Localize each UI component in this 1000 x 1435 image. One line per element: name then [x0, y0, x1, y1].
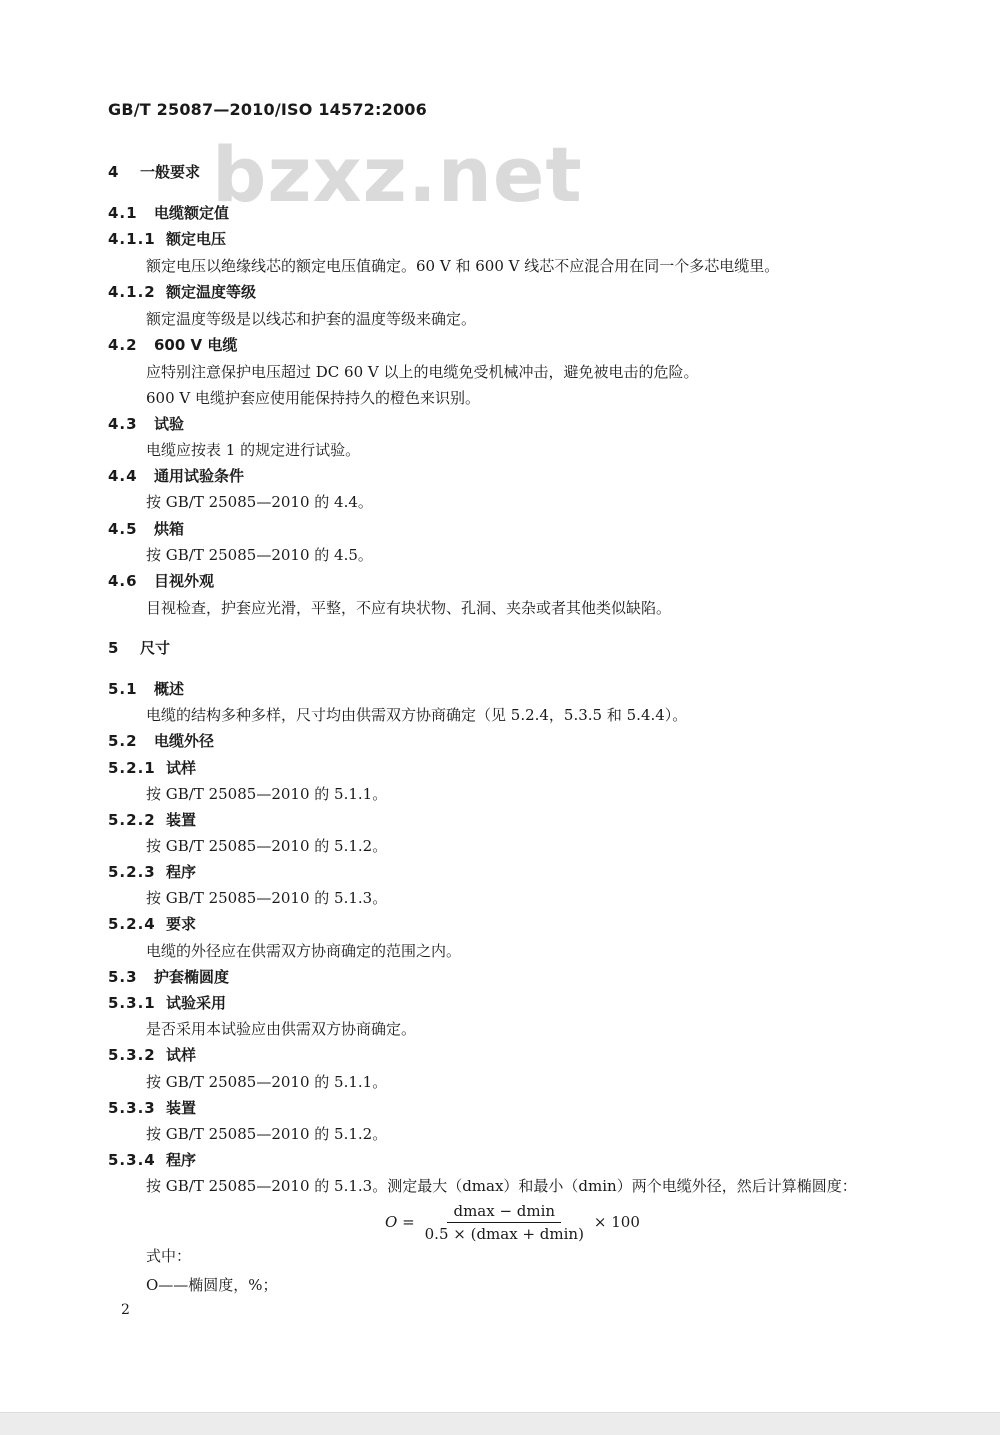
section-number: 4.1.2	[108, 283, 156, 301]
section-heading	[108, 731, 214, 751]
section-number: 5.2.2	[108, 811, 156, 829]
body-paragraph: 按 GB/T 25085—2010 的 5.1.3。测定最大（dmax）和最小（dmin）两个电缆外径，然后计算椭圆度：	[146, 1177, 857, 1195]
section-heading	[108, 162, 200, 182]
section-title: 电缆外径	[154, 732, 215, 750]
section-number: 5.3.2	[108, 1046, 156, 1064]
body-paragraph: 按 GB/T 25085—2010 的 5.1.1。	[146, 1073, 388, 1091]
section-heading	[108, 810, 196, 830]
section-heading	[108, 914, 196, 934]
section-number: 4.2	[108, 336, 138, 354]
body-paragraph: 电缆应按表 1 的规定进行试验。	[146, 441, 361, 459]
section-heading	[108, 993, 226, 1013]
body-paragraph: 电缆的结构多种多样，尺寸均由供需双方协商确定（见 5.2.4，5.3.5 和 5.4.4）。	[146, 706, 688, 724]
formula-denominator: 0.5 × (dmax + dmin)	[424, 1224, 584, 1243]
section-heading	[108, 679, 184, 699]
section-heading	[108, 967, 229, 987]
section-heading	[108, 414, 184, 434]
ovality-formula	[385, 1200, 640, 1244]
where-label: 式中：	[146, 1247, 192, 1265]
section-title: 电缆额定值	[154, 204, 230, 222]
section-number: 5.2.3	[108, 863, 156, 881]
body-paragraph: 600 V 电缆护套应使用能保持持久的橙色来识别。	[146, 389, 481, 407]
standard-header: GB/T 25087—2010/ISO 14572:2006	[108, 100, 427, 119]
section-heading	[108, 335, 237, 355]
section-title: 额定温度等级	[166, 283, 257, 301]
section-title: 烘箱	[154, 520, 185, 538]
section-title: 要求	[166, 915, 197, 933]
section-title: 程序	[166, 863, 197, 881]
body-paragraph: 按 GB/T 25085—2010 的 5.1.2。	[146, 837, 388, 855]
section-title: 试样	[166, 1046, 197, 1064]
section-title: 概述	[154, 680, 185, 698]
section-number: 4.1.1	[108, 230, 156, 248]
section-number: 5.3.4	[108, 1151, 156, 1169]
section-heading	[108, 466, 244, 486]
section-number: 4.5	[108, 520, 138, 538]
section-number: 5.2	[108, 732, 138, 750]
section-heading	[108, 571, 214, 591]
section-heading	[108, 282, 256, 302]
section-number: 4	[108, 163, 120, 181]
section-number: 4.6	[108, 572, 138, 590]
section-heading	[108, 862, 196, 882]
body-paragraph: 电缆的外径应在供需双方协商确定的范围之内。	[146, 942, 462, 960]
section-number: 5.3.3	[108, 1099, 156, 1117]
body-paragraph: 额定电压以绝缘线芯的额定电压值确定。60 V 和 600 V 线芯不应混合用在同一个多芯电缆里。	[146, 257, 780, 275]
section-heading	[108, 203, 229, 223]
section-number: 5.3	[108, 968, 138, 986]
section-title: 装置	[166, 1099, 197, 1117]
section-title: 试验	[154, 415, 185, 433]
section-heading	[108, 1150, 196, 1170]
section-title: 一般要求	[140, 163, 201, 181]
formula-fraction	[419, 1202, 590, 1243]
section-number: 4.1	[108, 204, 138, 222]
watermark: bzxz.net	[212, 130, 583, 219]
formula-factor: × 100	[593, 1213, 640, 1231]
section-title: 通用试验条件	[154, 467, 245, 485]
section-number: 4.3	[108, 415, 138, 433]
section-heading	[108, 519, 184, 539]
section-title: 额定电压	[166, 230, 227, 248]
section-heading	[108, 638, 170, 658]
body-paragraph: 按 GB/T 25085—2010 的 5.1.2。	[146, 1125, 388, 1143]
section-title: 600 V 电缆	[154, 336, 238, 354]
section-number: 5	[108, 639, 120, 657]
body-paragraph: 按 GB/T 25085—2010 的 5.1.3。	[146, 889, 388, 907]
formula-lhs: O =	[385, 1213, 415, 1231]
page-number: 2	[121, 1302, 130, 1318]
section-title: 试样	[166, 759, 197, 777]
body-paragraph: 按 GB/T 25085—2010 的 4.4。	[146, 493, 373, 511]
section-heading	[108, 1098, 196, 1118]
formula-numerator: dmax − dmin	[447, 1202, 561, 1223]
section-number: 5.3.1	[108, 994, 156, 1012]
section-number: 5.2.4	[108, 915, 156, 933]
body-paragraph: 额定温度等级是以线芯和护套的温度等级来确定。	[146, 310, 477, 328]
section-heading	[108, 758, 196, 778]
section-number: 5.2.1	[108, 759, 156, 777]
section-heading	[108, 1045, 196, 1065]
body-paragraph: 按 GB/T 25085—2010 的 5.1.1。	[146, 785, 388, 803]
section-heading	[108, 229, 226, 249]
viewer-bottom-bar	[0, 1412, 1000, 1435]
section-title: 尺寸	[140, 639, 171, 657]
section-title: 装置	[166, 811, 197, 829]
variable-definition: O——椭圆度，%；	[146, 1276, 278, 1294]
section-title: 护套椭圆度	[154, 968, 230, 986]
section-number: 5.1	[108, 680, 138, 698]
section-title: 目视外观	[154, 572, 215, 590]
body-paragraph: 按 GB/T 25085—2010 的 4.5。	[146, 546, 373, 564]
section-number: 4.4	[108, 467, 138, 485]
body-paragraph: 目视检查，护套应光滑，平整，不应有块状物、孔洞、夹杂或者其他类似缺陷。	[146, 599, 672, 617]
body-paragraph: 是否采用本试验应由供需双方协商确定。	[146, 1020, 417, 1038]
body-paragraph: 应特别注意保护电压超过 DC 60 V 以上的电缆免受机械冲击，避免被电击的危险。	[146, 363, 699, 381]
section-title: 程序	[166, 1151, 197, 1169]
section-title: 试验采用	[166, 994, 227, 1012]
